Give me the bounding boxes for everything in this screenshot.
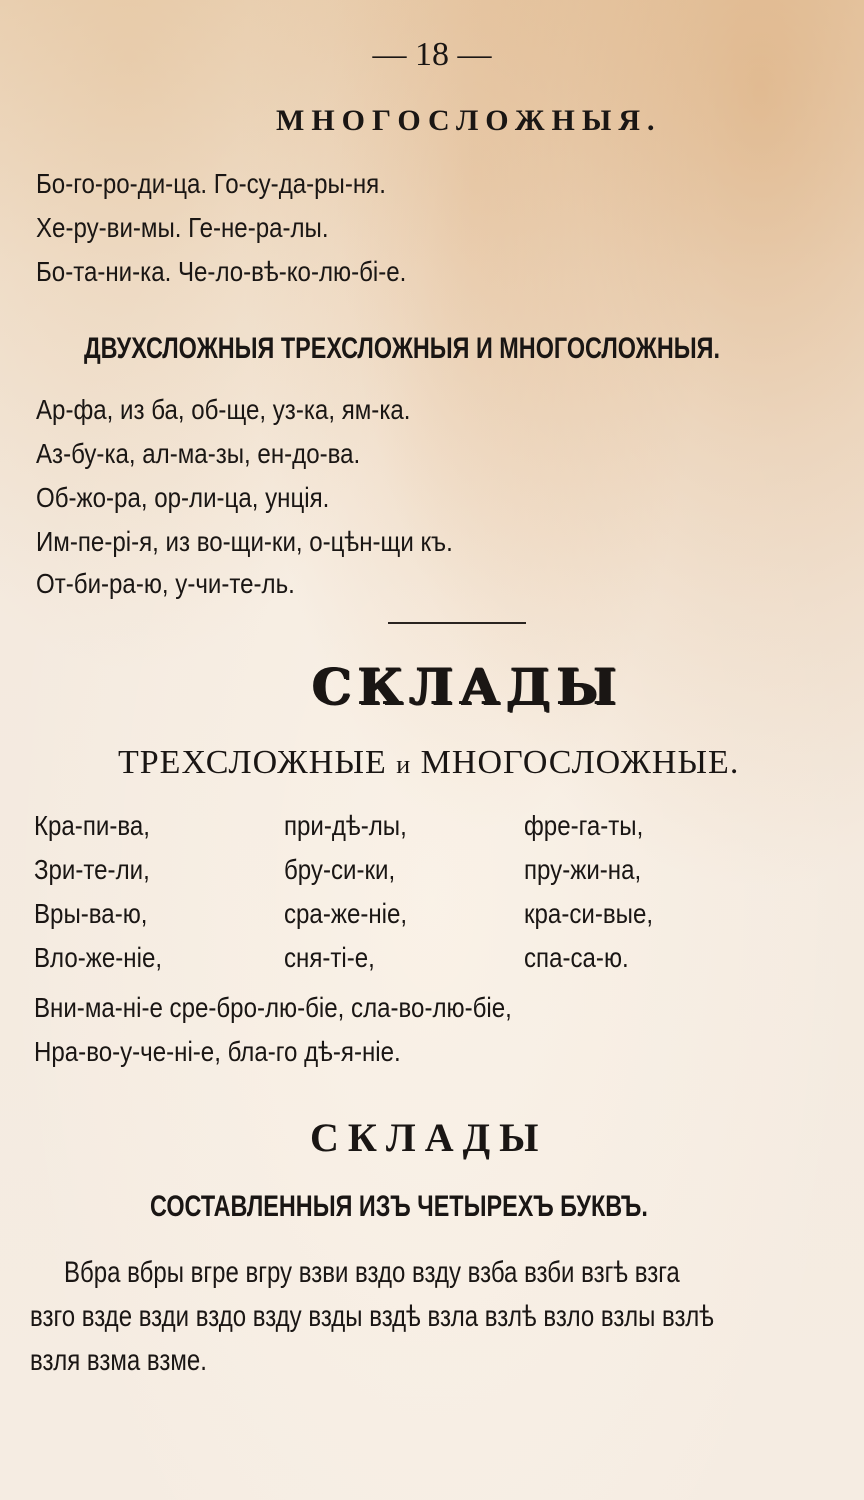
subtitle-part1: ТРЕХСЛОЖНЫЕ <box>118 744 387 781</box>
subtitle-part2: МНОГОСЛОЖНЫЕ. <box>420 744 740 781</box>
text-line: Хе-ру-ви-мы. Ге-не-ра-лы. <box>36 212 329 243</box>
column-c-item: спа-са-ю. <box>524 942 629 973</box>
text-line: Аз-бу-ка, ал-ма-зы, ен-до-ва. <box>36 438 361 469</box>
column-a-item: Зри-те-ли, <box>34 854 150 885</box>
subtitle-conjunction: и <box>396 750 412 779</box>
text-line: Вни-ма-ні-е сре-бро-лю-біе, сла-во-лю-біе, <box>34 992 512 1023</box>
page-number: — 18 — <box>372 36 492 73</box>
column-a-item: Кра-пи-ва, <box>34 810 150 841</box>
column-c-item: пру-жи-на, <box>524 854 642 885</box>
text-line: Ар-фа, из ба, об-ще, уз-ка, ям-ка. <box>36 394 411 425</box>
subtitle-trisyllabic <box>118 746 739 780</box>
column-a-item: Вры-ва-ю, <box>34 898 148 929</box>
text-line: взля взма взме. <box>30 1344 207 1377</box>
column-c-item: кра-си-вые, <box>524 898 654 929</box>
text-line: Вбра вбры вгре вгру взви вздо вздy взба взби взгѣ взга <box>64 1256 680 1289</box>
text-line: Бо-го-ро-ди-ца. Го-су-да-ры-ня. <box>36 168 386 199</box>
text-line: Им-пе-рі-я, из во-щи-ки, о-цѣн-щи къ. <box>36 526 453 557</box>
text-line: Об-жо-ра, ор-ли-ца, унція. <box>36 482 330 513</box>
section-title-polysyllabic: МНОГОСЛОЖНЫЯ. <box>276 104 662 137</box>
column-b-item: сра-же-ніе, <box>284 898 408 929</box>
column-c-item: фре-га-ты, <box>524 810 644 841</box>
text-line: Бо-та-ни-ка. Че-ло-вѣ-ко-лю-бі-е. <box>36 256 407 287</box>
text-line: взго взде взди вздо вздy взды вздѣ взла взлѣ взло взлы взлѣ <box>30 1300 714 1333</box>
column-b-item: при-дѣ-лы, <box>284 810 407 841</box>
column-a-item: Вло-же-ніе, <box>34 942 163 973</box>
column-b-item: сня-ті-е, <box>284 942 375 973</box>
decorative-title-syllables: СКЛАДЫ <box>312 657 623 716</box>
section-title-four-letter: СКЛАДЫ <box>310 1115 548 1160</box>
text-line: Нра-во-у-че-ні-е, бла-го дѣ-я-ніе. <box>34 1036 401 1067</box>
section-divider <box>388 622 526 624</box>
column-b-item: бру-си-ки, <box>284 854 396 885</box>
section-subtitle-four-letter: СОСТАВЛЕННЫЯ ИЗЪ ЧЕТЫРЕХЪ БУКВЪ. <box>150 1190 648 1223</box>
section-title-mixed: ДВУХСЛОЖНЫЯ ТРЕХСЛОЖНЫЯ И МНОГОСЛОЖНЫЯ. <box>84 332 720 365</box>
text-line: От-би-ра-ю, у-чи-те-ль. <box>36 568 295 599</box>
